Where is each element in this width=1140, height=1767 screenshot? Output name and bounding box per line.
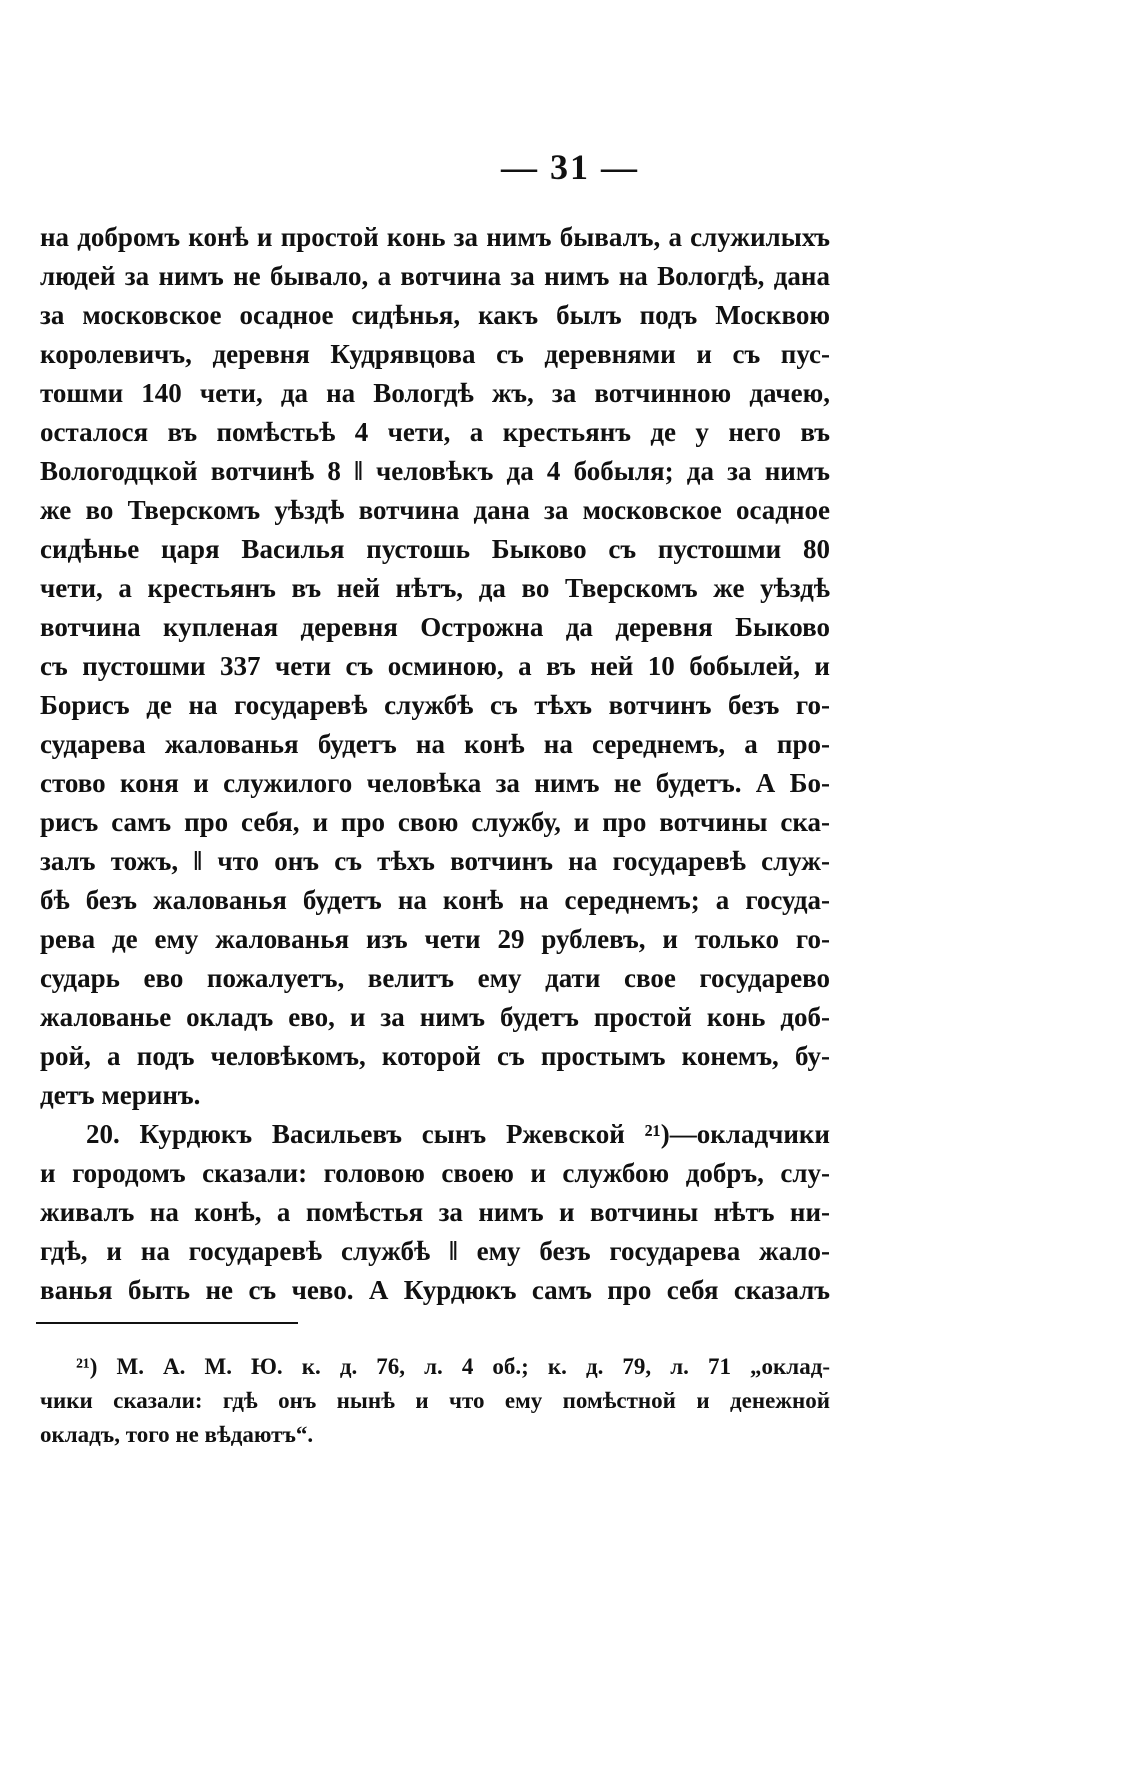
text-line: сударева жалованья будетъ на конѣ на середнемъ, а про-: [40, 729, 830, 759]
text-line: бѣ безъ жалованья будетъ на конѣ на середнемъ; а госуда-: [40, 885, 830, 915]
text-line: осталося въ помѣстьѣ 4 чети, а крестьянъ де у него въ: [40, 417, 830, 447]
footnote-divider: [36, 1322, 298, 1324]
text-line: сударь ево пожалуетъ, велитъ ему дати свое государево: [40, 963, 830, 993]
footnote-line: ²¹) М. А. М. Ю. к. д. 76, л. 4 об.; к. д. 79, л. 71 „оклад-: [76, 1354, 830, 1379]
text-line: съ пустошми 337 чети съ осминою, а въ ней 10 бобылей, и: [40, 651, 830, 681]
text-line: детъ меринъ.: [40, 1080, 201, 1110]
page-number: — 31 —: [501, 147, 639, 187]
text-line: рисъ самъ про себя, и про свою службу, и про вотчины ска-: [40, 807, 830, 837]
text-line: же во Тверскомъ уѣздѣ вотчина дана за московское осадное: [40, 495, 830, 525]
text-line: стово коня и служилого человѣка за нимъ не будетъ. А Бо-: [40, 768, 830, 798]
text-line: живалъ на конѣ, а помѣстья за нимъ и вотчины нѣтъ ни-: [40, 1197, 830, 1227]
text-line: тошми 140 чети, да на Вологдѣ жъ, за вотчинною дачею,: [40, 378, 830, 408]
main-text: [40, 218, 830, 1310]
text-line: вотчина купленая деревня Острожна да деревня Быково: [40, 612, 830, 642]
text-line: сидѣнье царя Василья пустошь Быково съ пустошми 80: [40, 534, 830, 564]
text-line: Вологодцкой вотчинѣ 8 ‖ человѣкъ да 4 бобыля; да за нимъ: [40, 456, 830, 486]
text-line: Борисъ де на государевѣ службѣ съ тѣхъ вотчинъ безъ го-: [40, 690, 830, 720]
footnote-line: окладъ, того не вѣдаютъ“.: [40, 1422, 314, 1447]
text-line: и городомъ сказали: головою своею и службою добръ, слу-: [40, 1158, 830, 1188]
text-line: за московское осадное сидѣнья, какъ былъ подъ Москвою: [40, 300, 830, 330]
footnote-line: чики сказали: гдѣ онъ нынѣ и что ему помѣстной и денежной: [40, 1388, 830, 1413]
text-line: людей за нимъ не бывало, а вотчина за нимъ на Вологдѣ, дана: [40, 261, 830, 291]
footnotes: [40, 1350, 830, 1452]
text-line: на добромъ конѣ и простой конь за нимъ бывалъ, а служилыхъ: [40, 222, 830, 252]
text-line: залъ тожъ, ‖ что онъ съ тѣхъ вотчинъ на государевѣ служ-: [40, 846, 830, 876]
text-line: чети, а крестьянъ въ ней нѣтъ, да во Тверскомъ же уѣздѣ: [40, 573, 830, 603]
text-line: рой, а подъ человѣкомъ, которой съ простымъ конемъ, бу-: [40, 1041, 830, 1071]
text-line: ванья быть не съ чево. А Курдюкъ самъ про себя сказалъ: [40, 1275, 830, 1305]
text-line: королевичъ, деревня Кудрявцова съ деревнями и съ пус-: [40, 339, 830, 369]
text-line: гдѣ, и на государевѣ службѣ ‖ ему безъ государева жало-: [40, 1236, 830, 1266]
text-line: жалованье окладъ ево, и за нимъ будетъ простой конь доб-: [40, 1002, 830, 1032]
text-line: рева де ему жалованья изъ чети 29 рублевъ, и только го-: [40, 924, 830, 954]
paragraph-start-line: 20. Курдюкъ Васильевъ сынъ Ржевской ²¹)—окладчики: [86, 1119, 830, 1149]
